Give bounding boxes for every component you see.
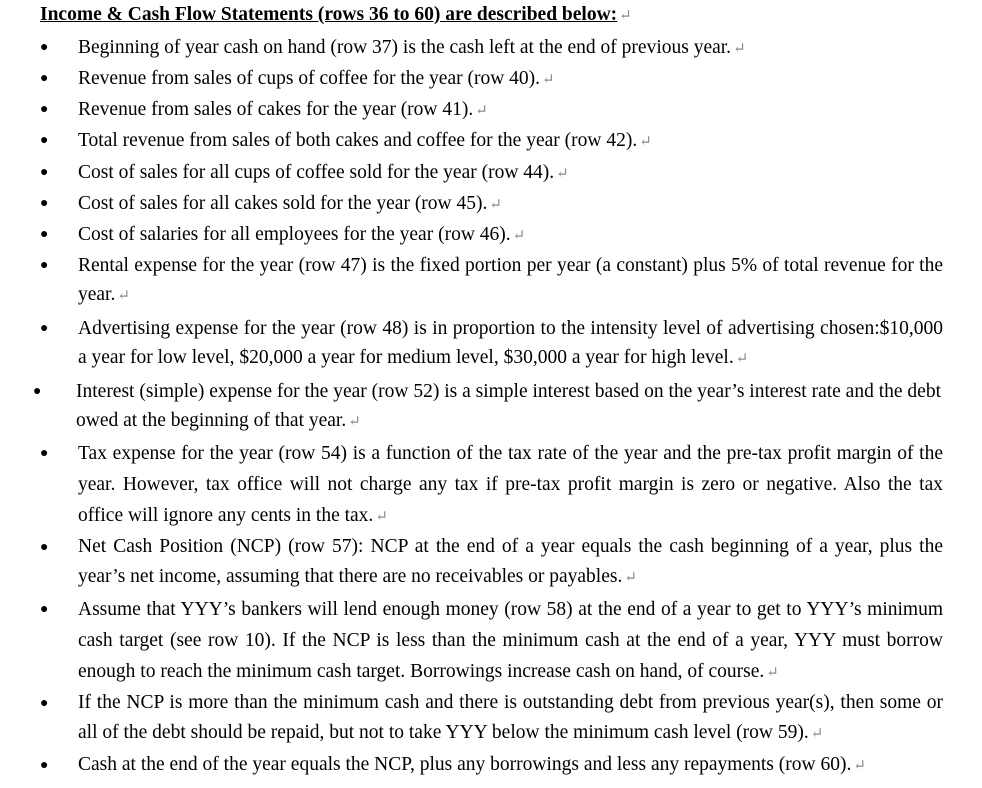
list-item: If the NCP is more than the minimum cash and there is outstanding debt from previous year(s), then some or all of the debt should be repaid, but not to take YYY below the minimum cash level (row 59). ↵ <box>78 688 943 749</box>
bullet-icon: ● <box>40 227 49 242</box>
bullet-icon: ● <box>40 258 49 273</box>
list-item: Assume that YYY’s bankers will lend enough money (row 58) at the end of a year to get to YYY’s minimum cash target (see row 10). If the NCP is less than the minimum cash at the end of a year, YYY must borrow enough to reach the minimum cash target. Borrowings increase cash on hand, of course. ↵ <box>78 594 943 689</box>
bullet-icon: ● <box>33 384 42 399</box>
list-item: Rental expense for the year (row 47) is the fixed portion per year (a constant) plus 5% of total revenue for the year. ↵ <box>78 251 943 311</box>
list-item: Revenue from sales of cups of coffee for the year (row 40). ↵ <box>78 64 943 95</box>
paragraph-mark-icon: ↵ <box>375 509 388 525</box>
paragraph-mark-icon: ↵ <box>619 8 632 24</box>
bullet-icon: ● <box>40 40 49 55</box>
paragraph-mark-icon: ↵ <box>639 134 652 150</box>
paragraph-mark-icon: ↵ <box>348 414 361 430</box>
paragraph-mark-icon: ↵ <box>810 726 824 742</box>
bullet-icon: ● <box>40 165 49 180</box>
list-item: Net Cash Position (NCP) (row 57): NCP at the end of a year equals the cash beginning of a year, plus the year’s net income, assuming that there are no receivables or payables. ↵ <box>78 532 943 593</box>
list-item: Cost of salaries for all employees for the year (row 46). ↵ <box>78 220 943 251</box>
list-item: Advertising expense for the year (row 48) is in proportion to the intensity level of advertising chosen:$10,000 a year for low level, $20,000 a year for medium level, $30,000 a year for high level. ↵ <box>78 314 943 374</box>
paragraph-mark-icon: ↵ <box>489 197 502 213</box>
list-item: Tax expense for the year (row 54) is a function of the tax rate of the year and the pre-tax profit margin of the year. However, tax office will not charge any tax if pre-tax profit margin is zero or negative. Also the tax office will ignore any cents in the tax. ↵ <box>78 438 943 533</box>
bullet-icon: ● <box>40 133 49 148</box>
section-heading: Income & Cash Flow Statements (rows 36 to 60) are described below: ↵ <box>40 3 632 28</box>
list-item: Cash at the end of the year equals the NCP, plus any borrowings and less any repayments (row 60). ↵ <box>78 750 943 781</box>
list-item: Total revenue from sales of both cakes and coffee for the year (row 42). ↵ <box>78 126 943 157</box>
paragraph-mark-icon: ↵ <box>733 41 746 57</box>
list-item: Revenue from sales of cakes for the year (row 41). ↵ <box>78 95 943 126</box>
paragraph-mark-icon: ↵ <box>542 72 555 88</box>
bullet-icon: ● <box>40 758 49 773</box>
bullet-icon: ● <box>40 196 49 211</box>
bullet-icon: ● <box>40 321 49 336</box>
bullet-icon: ● <box>40 102 49 117</box>
bullet-icon: ● <box>40 602 49 617</box>
list-item: Cost of sales for all cakes sold for the year (row 45). ↵ <box>78 189 943 220</box>
paragraph-mark-icon: ↵ <box>556 166 569 182</box>
paragraph-mark-icon: ↵ <box>853 758 866 774</box>
bullet-icon: ● <box>40 540 49 555</box>
bullet-icon: ● <box>40 446 49 461</box>
paragraph-mark-icon: ↵ <box>475 103 488 119</box>
paragraph-mark-icon: ↵ <box>512 228 526 244</box>
list-item: Interest (simple) expense for the year (row 52) is a simple interest based on the year’s interest rate and the debt owed at the beginning of that year. ↵ <box>76 377 941 437</box>
paragraph-mark-icon: ↵ <box>624 570 637 586</box>
bullet-icon: ● <box>40 71 49 86</box>
list-item: Beginning of year cash on hand (row 37) is the cash left at the end of previous year. ↵ <box>78 33 943 64</box>
list-item: Cost of sales for all cups of coffee sold for the year (row 44). ↵ <box>78 158 943 189</box>
paragraph-mark-icon: ↵ <box>735 351 749 367</box>
paragraph-mark-icon: ↵ <box>766 665 779 681</box>
bullet-icon: ● <box>40 696 49 711</box>
paragraph-mark-icon: ↵ <box>117 288 130 304</box>
